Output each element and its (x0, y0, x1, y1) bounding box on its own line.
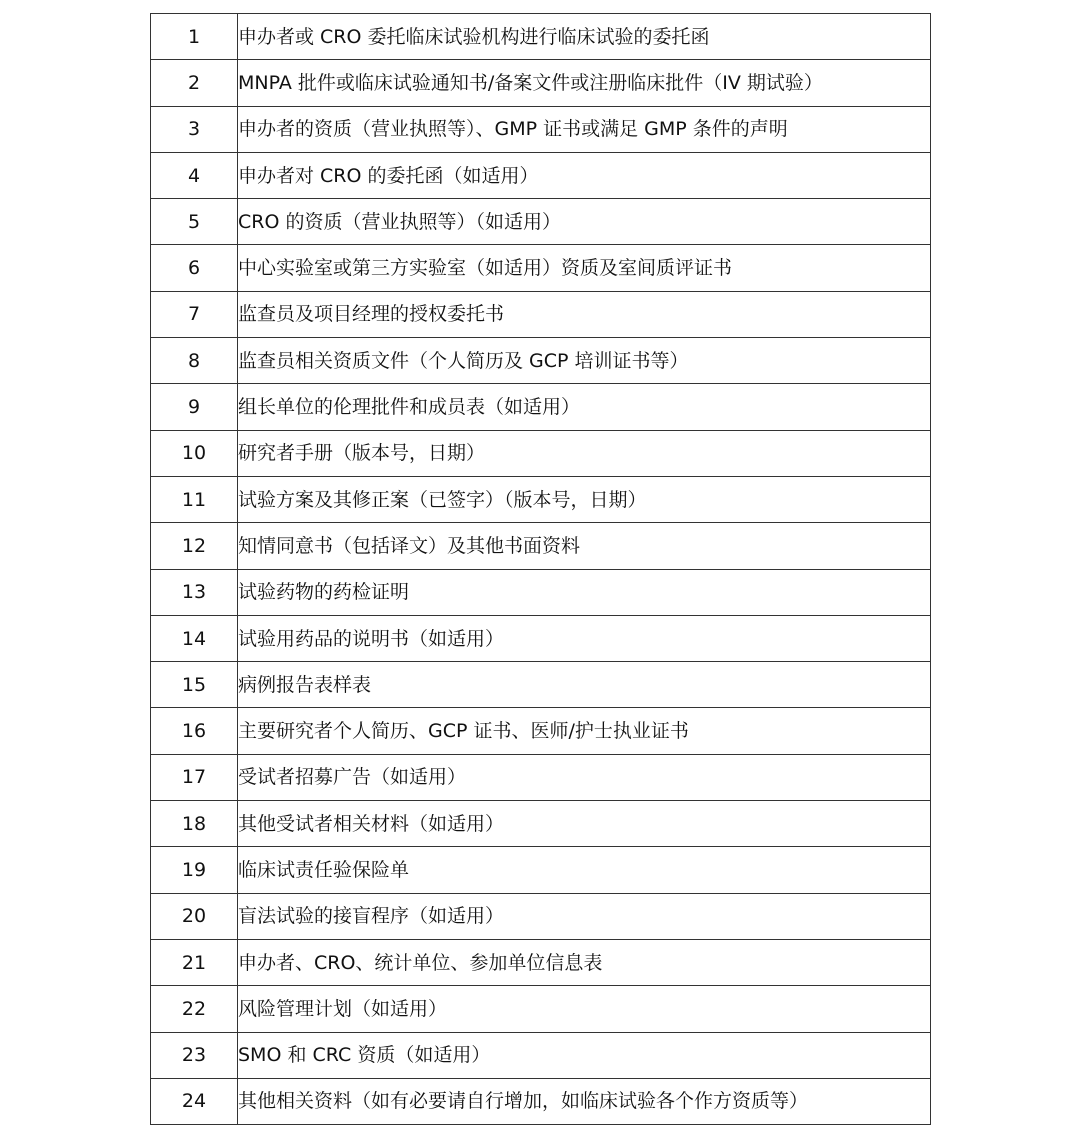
document-item: 研究者手册（版本号，日期） (238, 430, 931, 476)
table-row (151, 152, 931, 198)
table-row (151, 662, 931, 708)
document-item: 申办者的资质（营业执照等）、GMP 证书或满足 GMP 条件的声明 (238, 106, 931, 152)
table-row (151, 384, 931, 430)
row-number: 11 (151, 476, 238, 522)
table-row (151, 893, 931, 939)
row-number: 7 (151, 291, 238, 337)
document-item: SMO 和 CRC 资质（如适用） (238, 1032, 931, 1078)
table-row (151, 1032, 931, 1078)
document-item: CRO 的资质（营业执照等）（如适用） (238, 199, 931, 245)
document-item: 病例报告表样表 (238, 662, 931, 708)
document-item: 受试者招募广告（如适用） (238, 754, 931, 800)
table-row (151, 106, 931, 152)
table-row (151, 199, 931, 245)
row-number: 23 (151, 1032, 238, 1078)
document-item: 其他受试者相关材料（如适用） (238, 801, 931, 847)
document-item: 盲法试验的接盲程序（如适用） (238, 893, 931, 939)
table-row (151, 60, 931, 106)
document-table (150, 13, 931, 1125)
row-number: 16 (151, 708, 238, 754)
document-item: 监查员相关资质文件（个人简历及 GCP 培训证书等） (238, 338, 931, 384)
document-item: 组长单位的伦理批件和成员表（如适用） (238, 384, 931, 430)
table-row (151, 523, 931, 569)
table-row (151, 986, 931, 1032)
row-number: 8 (151, 338, 238, 384)
table-row (151, 245, 931, 291)
row-number: 4 (151, 152, 238, 198)
row-number: 13 (151, 569, 238, 615)
row-number: 6 (151, 245, 238, 291)
row-number: 3 (151, 106, 238, 152)
row-number: 14 (151, 615, 238, 661)
row-number: 12 (151, 523, 238, 569)
row-number: 15 (151, 662, 238, 708)
table-row (151, 569, 931, 615)
document-item: 申办者或 CRO 委托临床试验机构进行临床试验的委托函 (238, 14, 931, 60)
row-number: 1 (151, 14, 238, 60)
row-number: 20 (151, 893, 238, 939)
row-number: 17 (151, 754, 238, 800)
document-item: 监查员及项目经理的授权委托书 (238, 291, 931, 337)
table-row (151, 847, 931, 893)
row-number: 18 (151, 801, 238, 847)
row-number: 21 (151, 939, 238, 985)
document-item: 试验用药品的说明书（如适用） (238, 615, 931, 661)
document-item: 其他相关资料（如有必要请自行增加，如临床试验各个作方资质等） (238, 1078, 931, 1124)
row-number: 19 (151, 847, 238, 893)
row-number: 22 (151, 986, 238, 1032)
document-item: 风险管理计划（如适用） (238, 986, 931, 1032)
document-item: MNPA 批件或临床试验通知书/备案文件或注册临床批件（IV 期试验） (238, 60, 931, 106)
table-body (151, 14, 931, 1125)
document-item: 临床试责任验保险单 (238, 847, 931, 893)
table-row (151, 338, 931, 384)
row-number: 9 (151, 384, 238, 430)
table-row (151, 708, 931, 754)
document-item: 知情同意书（包括译文）及其他书面资料 (238, 523, 931, 569)
row-number: 10 (151, 430, 238, 476)
table-row (151, 291, 931, 337)
table-row (151, 476, 931, 522)
document-item: 中心实验室或第三方实验室（如适用）资质及室间质评证书 (238, 245, 931, 291)
document-item: 申办者、CRO、统计单位、参加单位信息表 (238, 939, 931, 985)
document-item: 试验药物的药检证明 (238, 569, 931, 615)
table-row (151, 430, 931, 476)
table-row (151, 801, 931, 847)
table-row (151, 1078, 931, 1124)
row-number: 24 (151, 1078, 238, 1124)
document-item: 申办者对 CRO 的委托函（如适用） (238, 152, 931, 198)
table-row (151, 615, 931, 661)
table-row (151, 754, 931, 800)
document-item: 主要研究者个人简历、GCP 证书、医师/护士执业证书 (238, 708, 931, 754)
row-number: 5 (151, 199, 238, 245)
table-row (151, 939, 931, 985)
table-row (151, 14, 931, 60)
row-number: 2 (151, 60, 238, 106)
document-item: 试验方案及其修正案（已签字）（版本号，日期） (238, 476, 931, 522)
